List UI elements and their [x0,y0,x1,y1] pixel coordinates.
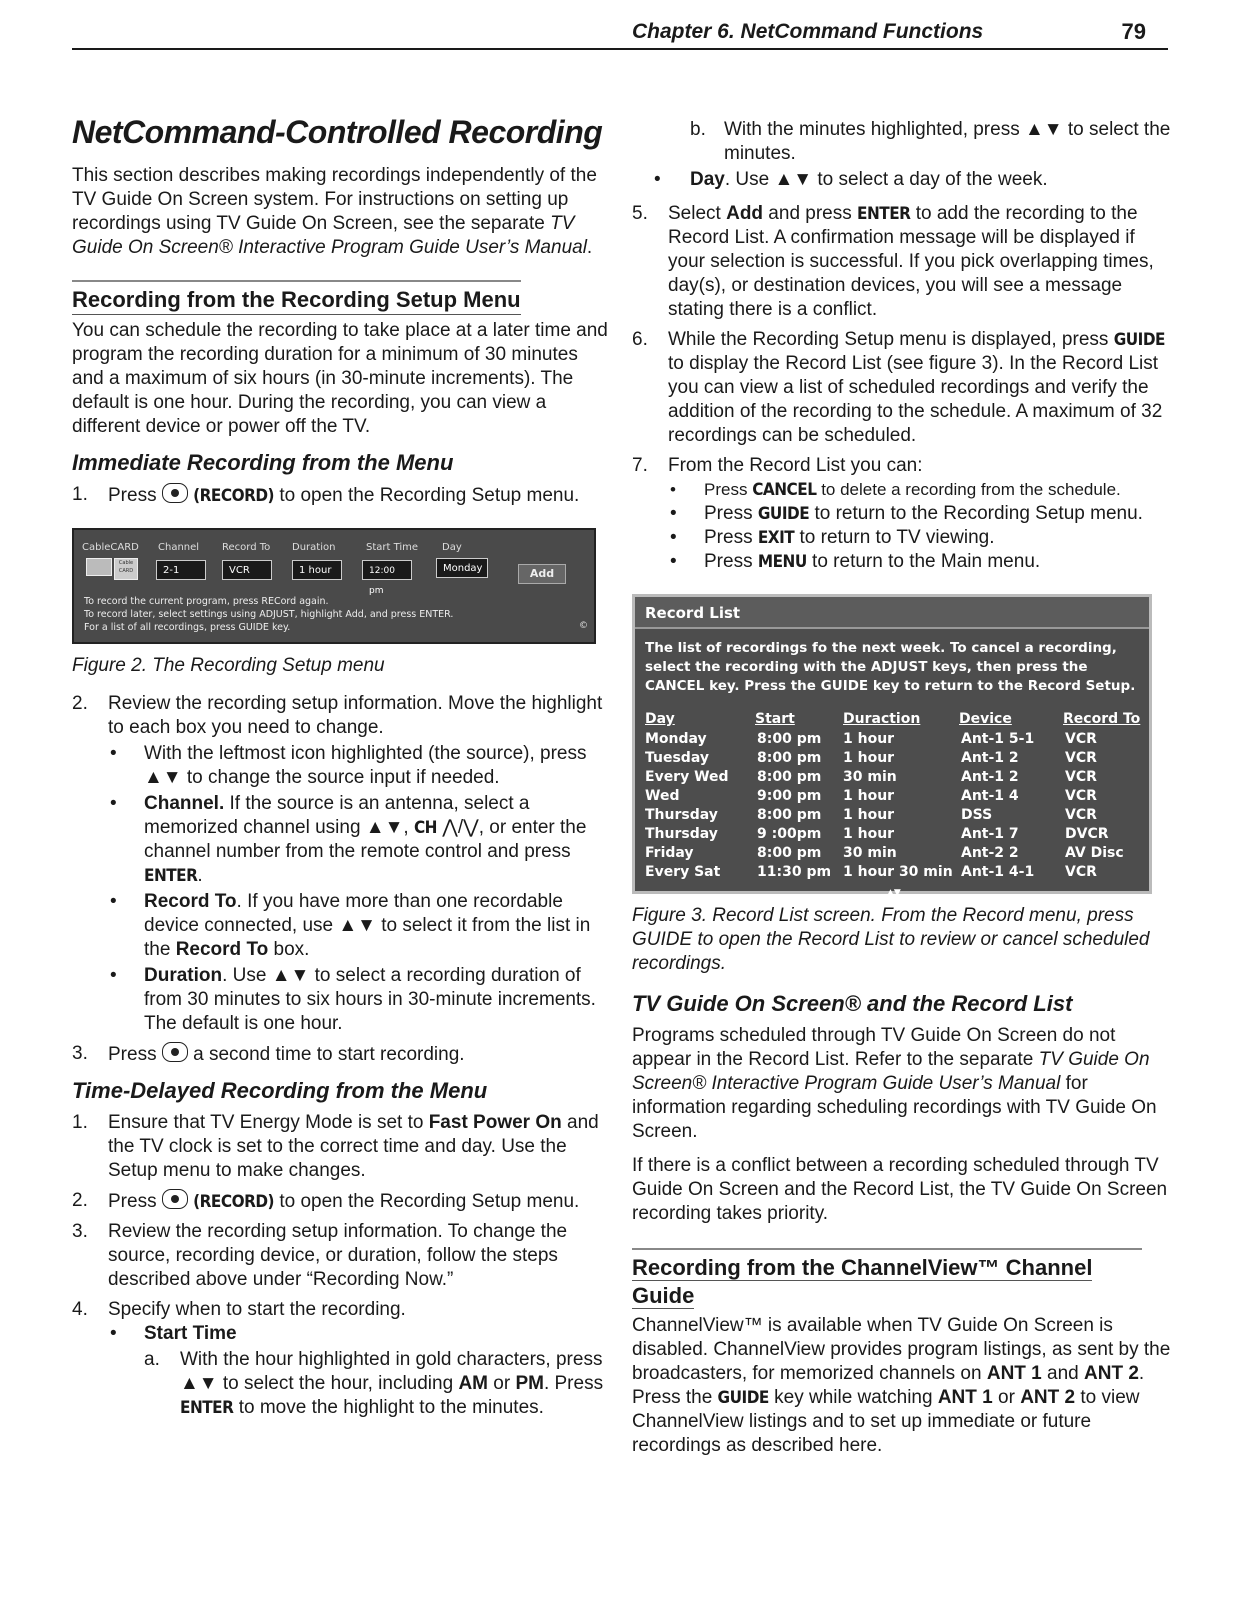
record-list-cell: VCR [1065,864,1097,880]
bullet-item: • Start Time [110,1323,237,1344]
record-list-cell: 9 :00pm [757,826,822,842]
record-list-cell: Wed [645,788,680,804]
cablecard-icon: Cable CARD [114,558,138,580]
section-title: NetCommand-Controlled Recording [72,114,603,150]
figure-record-list: Record List The list of recordings fo the next week. To cancel a recording, select the recording with the ADJUST keys, then press the CANCEL key. Press the GUIDE key to return to the Record Setup. Day Start Duraction Device Record To Monday 8:00 pm 1 hour Ant-1 5-1 VCR Tuesday 8:00 pm 1 hour Ant-1 2 VCR Every Wed 8:00 pm 30 min Ant-1 2 VCR Wed 9:00 pm 1 hour Ant-1 4 VCR Thursday 8:00 pm 1 hour DSS VCR Thursday 9 :00pm 1 hour Ant-1 7 DVCR Friday 8:00 pm 30 min Ant-2 2 AV Disc Every Sat 11:30 pm 1 hour 30 min Ant-1 4-1 VCR ▲▼ [632,594,1152,894]
sub-item: b. With the minutes highlighted, press ▲▼ to select the minutes. [690,119,1171,164]
record-list-cell: 1 hour 30 min [843,864,953,880]
record-list-cell: Ant-1 7 [961,826,1019,842]
list-item: 3. Press a second time to start recording. [72,1043,465,1065]
bullet-item: • Press CANCEL to delete a recording from the schedule. [670,480,1121,500]
record-list-cell: AV Disc [1065,845,1124,861]
bullet-item: • Channel. If the source is an antenna, select a memorized channel using ▲▼, CH ⋀/⋁, or enter the channel number from the remote control and press ENTER. [110,793,587,886]
record-list-cell: VCR [1065,769,1097,785]
record-list-cell: 8:00 pm [757,845,822,861]
right-column [632,118,1172,1468]
record-list-cell: 8:00 pm [757,731,822,747]
record-list-cell: 30 min [843,769,897,785]
record-list-row [645,727,1145,746]
record-list-cell: 1 hour [843,826,895,842]
heading-time-delayed: Time-Delayed Recording from the Menu [72,1078,488,1103]
heading-channelview: Recording from the ChannelView™ Channel Guide [632,1248,1142,1310]
left-column [72,112,612,1420]
add-button: Add [518,564,566,584]
bullet-item: • With the leftmost icon highlighted (the source), press ▲▼ to change the source input if needed. [110,743,587,788]
record-list-cell: Thursday [645,807,718,823]
sub-item: a. With the hour highlighted in gold characters, press ▲▼ to select the hour, including AM or PM. Press ENTER to move the highlight to the minutes. [144,1349,604,1418]
source-icon [86,558,112,576]
record-list-info: The list of recordings fo the next week. To cancel a recording, select the recording with the ADJUST keys, then press the CANCEL key. Press the GUIDE key to return to the Record Setup. [645,640,1136,694]
record-list-title: Record List [635,597,1149,629]
record-list-cell: Friday [645,845,694,861]
record-list-cell: 1 hour [843,750,895,766]
record-list-cell: Ant-1 2 [961,769,1019,785]
conflict-paragraph: If there is a conflict between a recording scheduled through TV Guide On Screen and the Record List, the TV Guide On Screen recording takes priority. [632,1155,1168,1224]
record-button-icon [162,483,188,503]
setup-paragraph: You can schedule the recording to take place at a later time and program the recording duration for a minimum of 30 minutes and a maximum of six hours (in 30-minute increments). The default is one hour. During the recording, you can view a different device or power off the TV. [72,320,608,437]
record-list-cell: 8:00 pm [757,769,822,785]
duration-box: 1 hour [292,560,342,580]
record-to-box: VCR [222,560,272,580]
figure-3-caption: Figure 3. Record List screen. From the Record menu, press GUIDE to open the Record List to review or cancel scheduled recordings. [632,905,1150,974]
record-list-row [645,803,1145,822]
record-list-cell: 1 hour [843,807,895,823]
channelview-paragraph: ChannelView™ is available when TV Guide On Screen is disabled. ChannelView provides program listings, as sent by the broadcasters, for memorized channels on ANT 1 and ANT 2. Press the GUIDE key while watching ANT 1 or ANT 2 to view ChannelView listings and to set up immediate or future recordings as described here. [632,1315,1171,1456]
bullet-item: • Press GUIDE to return to the Recording Setup menu. [670,503,1143,524]
bullet-item: • Day. Use ▲▼ to select a day of the week. [654,169,1048,190]
start-time-box: 12:00 pm [362,560,412,580]
figure-recording-setup-menu: CableCARD Channel Record To Duration Start Time Day Cable CARD 2-1 VCR 1 hour 12:00 pm Monday Add To record the current program, press RECord again. To record later, select settings using ADJUST, highlight Add, and press ENTER. For a list of all recordings, press GUIDE key. © [72,528,596,644]
record-list-cell: 8:00 pm [757,750,822,766]
record-list-cell: VCR [1065,788,1097,804]
list-item: 4. Specify when to start the recording. [72,1299,406,1320]
chapter-title: Chapter 6. NetCommand Functions [632,20,984,43]
bullet-item: • Press MENU to return to the Main menu. [670,551,1041,572]
scroll-arrows-icon: ▲▼ [887,888,901,898]
list-item: 2. Press (RECORD) to open the Recording Setup menu. [72,1190,580,1212]
list-item: 1. Ensure that TV Energy Mode is set to Fast Power On and the TV clock is set to the correct time and day. Use the Setup menu to make changes. [72,1112,599,1181]
record-list-row [645,822,1145,841]
record-list-cell: Ant-1 4 [961,788,1019,804]
record-list-row [645,765,1145,784]
record-list-cell: DSS [961,807,993,823]
bullet-item: • Press EXIT to return to TV viewing. [670,527,995,548]
heading-recording-setup: Recording from the Recording Setup Menu [72,280,521,315]
record-button-icon [162,1189,188,1209]
list-item: 1. Press (RECORD) to open the Recording Setup menu. [72,484,580,506]
record-list-cell: VCR [1065,731,1097,747]
record-list-cell: Every Sat [645,864,721,880]
record-list-cell: Tuesday [645,750,709,766]
record-list-cell: Monday [645,731,707,747]
record-list-cell: 1 hour [843,731,895,747]
record-list-cell: Ant-1 2 [961,750,1019,766]
heading-immediate: Immediate Recording from the Menu [72,450,454,475]
record-list-cell: 30 min [843,845,897,861]
record-list-cell: Thursday [645,826,718,842]
record-list-row [645,860,1145,879]
record-list-cell: VCR [1065,750,1097,766]
page-header [72,18,1168,50]
list-item: 5. Select Add and press ENTER to add the recording to the Record List. A confirmation message will be displayed if your selection is successful. If you pick overlapping times, day(s), or destination devices, you will see a message stating there is a conflict. [632,203,1154,320]
record-list-cell: 1 hour [843,788,895,804]
record-button-icon [162,1042,188,1062]
channel-box: 2-1 [156,560,206,580]
tv-guide-paragraph: Programs scheduled through TV Guide On Screen do not appear in the Record List. Refer to the separate TV Guide On Screen® Interactive Program Guide User’s Manual for information regarding scheduling recordings with TV Guide On Screen. [632,1025,1157,1142]
record-list-cell: 8:00 pm [757,807,822,823]
figure-2-caption: Figure 2. The Recording Setup menu [72,655,385,676]
heading-tv-guide: TV Guide On Screen® and the Record List [632,991,1073,1016]
record-list-cell: DVCR [1065,826,1109,842]
record-list-row [645,784,1145,803]
list-item: 6. While the Recording Setup menu is displayed, press GUIDE to display the Record List (see figure 3). In the Record List you can view a list of scheduled recordings and verify the addition of the recording to the schedule. A maximum of 32 recordings can be scheduled. [632,329,1165,446]
record-list-cell: 11:30 pm [757,864,832,880]
record-list-cell: VCR [1065,807,1097,823]
list-item: 2. Review the recording setup information. Move the highlight to each box you need to change. [72,693,603,738]
list-item: 3. Review the recording setup information. To change the source, recording device, or duration, follow the steps described above under “Recording Now.” [72,1221,568,1290]
bullet-item: • Duration. Use ▲▼ to select a recording duration of from 30 minutes to six hours in 30-minute increments. The default is one hour. [110,965,596,1034]
record-list-row [645,746,1145,765]
record-list-cell: Ant-1 4-1 [961,864,1035,880]
page-number: 79 [1121,19,1146,44]
record-list-cell: Ant-2 2 [961,845,1019,861]
bullet-item: • Record To. If you have more than one recordable device connected, use ▲▼ to select it from the list in the Record To box. [110,891,591,960]
record-list-cell: Every Wed [645,769,729,785]
intro-paragraph: This section describes making recordings independently of the TV Guide On Screen system. For instructions on setting up recordings using TV Guide On Screen, see the separate TV Guide On Screen® Interactive Program Guide User’s Manual. [72,165,597,258]
day-box: Monday [436,558,488,578]
list-item: 7. From the Record List you can: [632,455,923,476]
record-list-cell: 9:00 pm [757,788,822,804]
record-list-cell: Ant-1 5-1 [961,731,1035,747]
record-list-row [645,841,1145,860]
